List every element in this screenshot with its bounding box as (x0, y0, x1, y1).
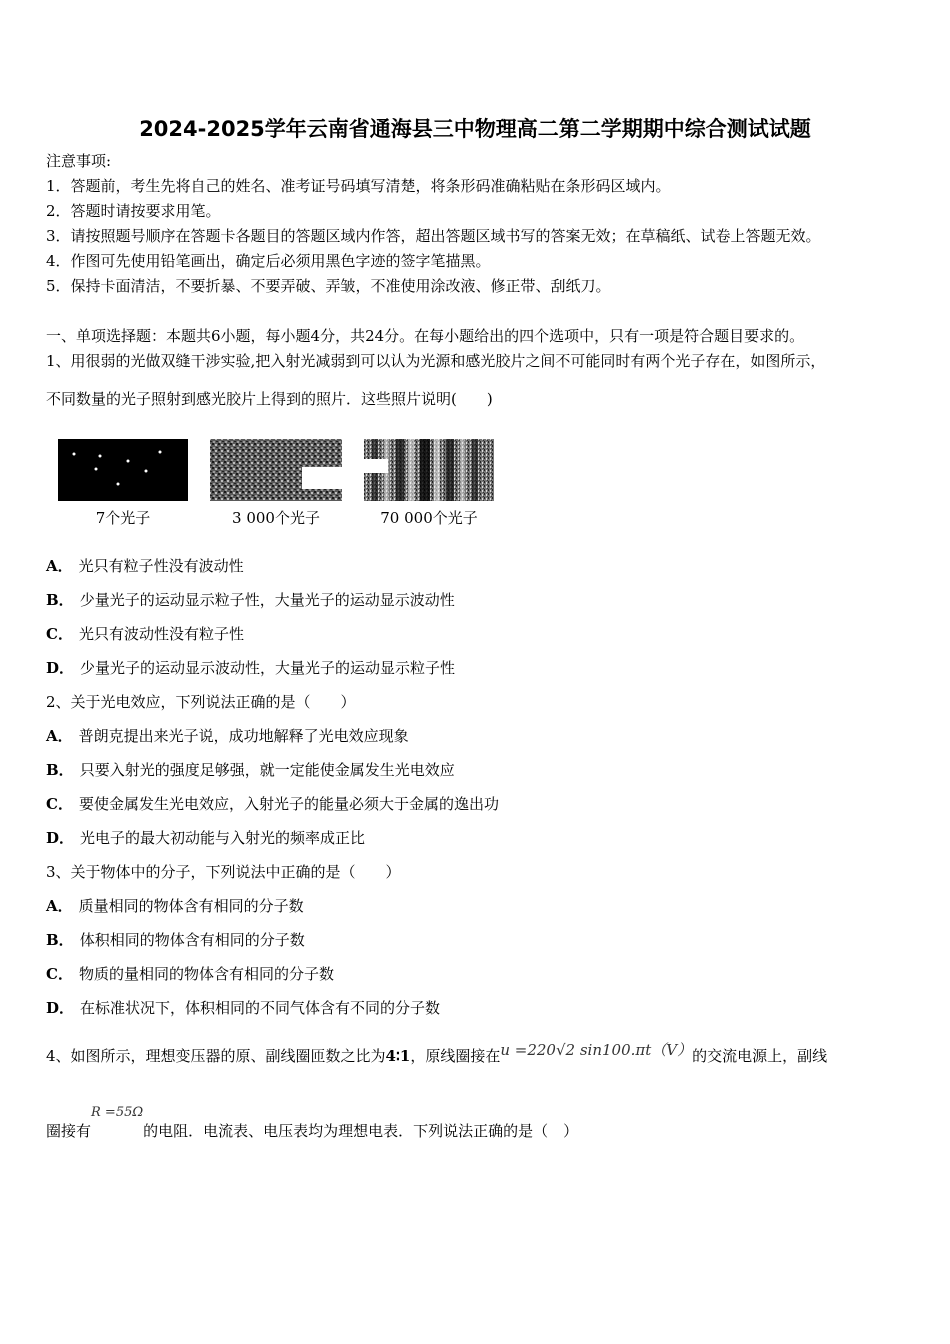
option-a: A． 质量相同的物体含有相同的分子数 (46, 897, 304, 915)
option-b: B． 体积相同的物体含有相同的分子数 (46, 931, 305, 949)
question-2-stem: 2、关于光电效应，下列说法正确的是（ ） (46, 693, 356, 711)
photo-7-photons (58, 439, 188, 501)
question-3-stem: 3、关于物体中的分子，下列说法中正确的是（ ） (46, 863, 401, 881)
resistance-formula: R =55Ω (91, 1105, 144, 1120)
notice-item: 2．答题时请按要求用笔。 (46, 202, 221, 220)
notice-item: 5．保持卡面清洁，不要折暴、不要弄破、弄皱，不准使用涂改液、修正带、刮纸刀。 (46, 277, 611, 295)
option-c: C． 光只有波动性没有粒子性 (46, 625, 244, 643)
photo-label: 70 000个光子 (380, 509, 478, 527)
option-b: B． 少量光子的运动显示粒子性，大量光子的运动显示波动性 (46, 591, 455, 609)
option-d: D． 少量光子的运动显示波动性，大量光子的运动显示粒子性 (46, 659, 456, 677)
option-c: C． 物质的量相同的物体含有相同的分子数 (46, 965, 334, 983)
voltage-formula: u =220√2 sin100.πt（V） (500, 1041, 693, 1059)
option-a: A． 光只有粒子性没有波动性 (46, 557, 244, 575)
option-d: D． 在标准状况下，体积相同的不同气体含有不同的分子数 (46, 999, 441, 1017)
notice-heading: 注意事项: (46, 152, 112, 170)
section-heading: 一、单项选择题：本题共6小题，每小题4分，共24分。在每小题给出的四个选项中，只有一项是符合题目要求的。 (46, 327, 805, 345)
photon-photos-figure (56, 437, 496, 533)
option-c: C． 要使金属发生光电效应，入射光子的能量必须大于金属的逸出功 (46, 795, 499, 813)
notice-item: 4．作图可先使用铅笔画出，确定后必须用黑色字迹的签字笔描黑。 (46, 252, 491, 270)
question-1-stem-cont: 不同数量的光子照射到感光胶片上得到的照片．这些照片说明( ) (46, 390, 493, 408)
question-4-stem: 4、如图所示，理想变压器的原、副线圈匝数之比为4∶1，原线圈接在u =220√2 sin100.πt（V）的交流电源上，副线 (46, 1041, 828, 1065)
photo-label: 7个光子 (95, 509, 151, 527)
notice-item: 1．答题前，考生先将自己的姓名、准考证号码填写清楚，将条形码准确粘贴在条形码区域内。 (46, 177, 671, 195)
question-1-stem: 1、用很弱的光做双缝干涉实验,把入射光减弱到可以认为光源和感光胶片之间不可能同时有两个光子存在，如图所示， (46, 352, 826, 370)
option-a: A． 普朗克提出来光子说，成功地解释了光电效应现象 (46, 727, 409, 745)
photo-70000-photons (364, 439, 494, 501)
notice-item: 3．请按照题号顺序在答题卡各题目的答题区域内作答，超出答题区域书写的答案无效；在草稿纸、试卷上答题无效。 (46, 227, 821, 245)
option-b: B． 只要入射光的强度足够强，就一定能使金属发生光电效应 (46, 761, 455, 779)
photo-label: 3 000个光子 (232, 509, 320, 527)
photo-cutout (302, 467, 342, 489)
page-title: 2024-2025学年云南省通海县三中物理高二第二学期期中综合测试试题 (139, 117, 811, 141)
option-d: D． 光电子的最大初动能与入射光的频率成正比 (46, 829, 366, 847)
question-4-stem-cont: 圈接有R =55Ω的电阻．电流表、电压表均为理想电表．下列说法正确的是（ ） (46, 1105, 579, 1140)
